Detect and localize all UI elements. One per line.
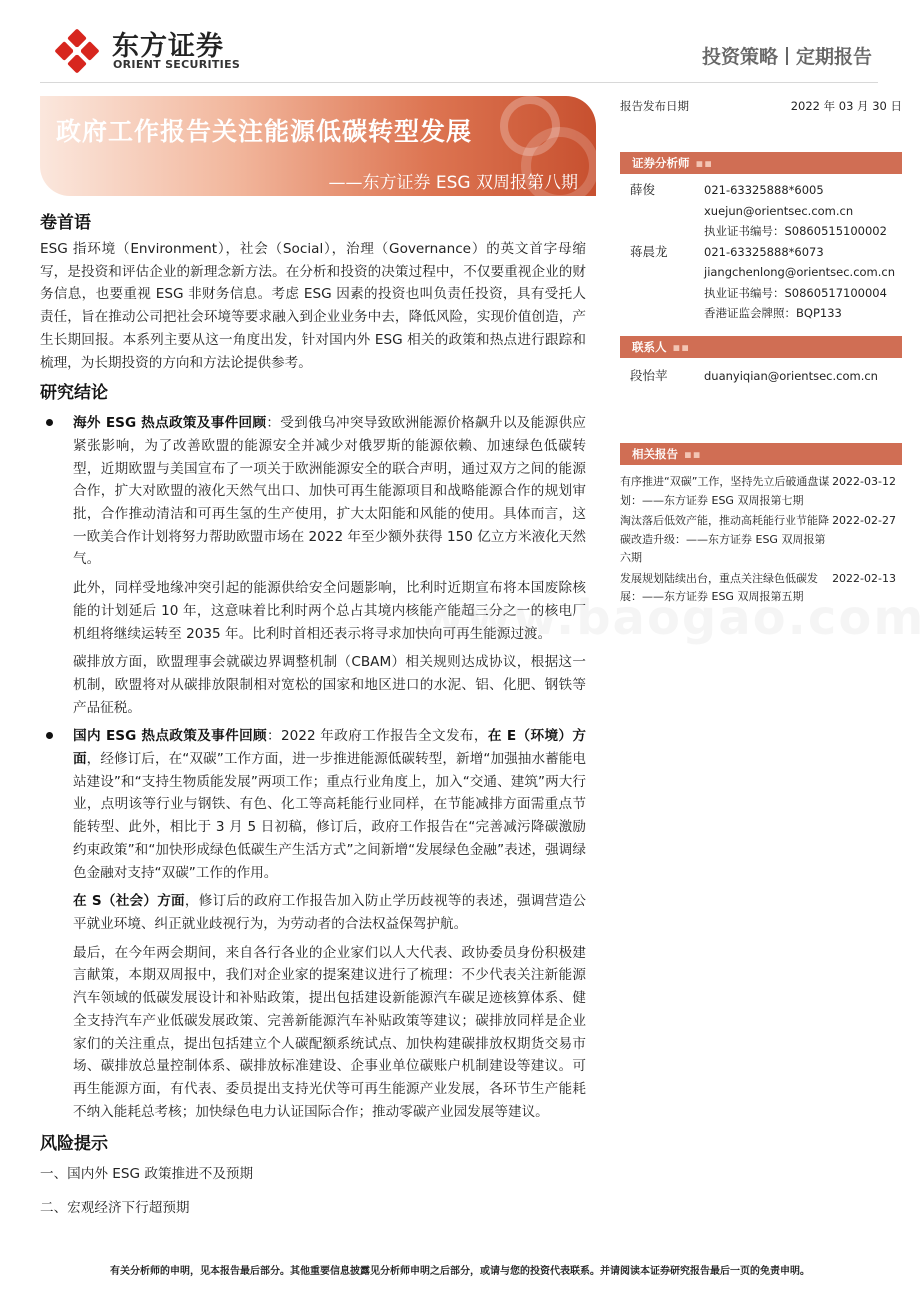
related-1-date: 2022-03-12 — [832, 475, 896, 488]
analyst-2-cert-row — [620, 283, 902, 304]
orient-logo-icon — [52, 26, 102, 76]
analyst-bar — [620, 152, 902, 174]
related-3-date: 2022-02-13 — [832, 571, 896, 585]
related-report-1[interactable] — [620, 473, 902, 510]
header-separator — [786, 47, 788, 65]
analyst-2-email[interactable]: jiangchenlong@orientsec.com.cn — [704, 265, 896, 279]
contact-name: 段怡苹 — [630, 368, 668, 383]
overseas-p1-text: ：受到俄乌冲突导致欧洲能源价格飙升以及能源供应紧张影响，为了改善欧盟的能源安全并减少对俄罗斯的能源依赖、加速绿色低碳转型，近期欧盟与美国宣布了一项关于欧洲能源安全的联合声明，通过双方之间的能源合作，扩大对欧盟的液化天然气出口、加快可再生能源项目和战略能源合作的规划审批，合作推动清洁和可再生氢的生产使用，扩大太阳能和风能的使用。具体而言，这一欧美合作计划将努力帮助欧盟市场在 2022 年至少额外获得 150 亿立方米液化天然气。 — [73, 415, 586, 568]
report-title: 政府工作报告关注能源低碳转型发展 — [56, 117, 473, 146]
domestic-env-label: 在 E（环境）方面 — [73, 728, 586, 768]
footer-disclaimer: 有关分析师的申明，见本报告最后部分。其他重要信息披露见分析师申明之后部分，或请与您的投资代表联系。并请阅读本证券研究报告最后一页的免责申明。 — [110, 1266, 810, 1277]
conclusion-heading: 研究结论 — [40, 383, 108, 404]
dots-icon: ▪▪ — [695, 156, 714, 170]
overseas-p2: 此外，同样受地缘冲突引起的能源供给安全问题影响，比利时近期宣布将本国废除核能的计划延后 10 年，这意味着比利时两个总占其境内核能产能超三分之一的核电厂机组将继续运转至 2035 年。比利时首相还表示将寻求加快向可再生能源过渡。 — [73, 580, 586, 642]
overseas-p1 — [73, 412, 586, 571]
header-divider — [40, 82, 878, 83]
analyst-2-phone: 021-63325888*6073 — [704, 244, 824, 259]
analyst-1-phone-row — [620, 180, 902, 201]
report-subtitle: ——东方证券 ESG 双周报第八期 — [328, 173, 578, 193]
analyst-2-name: 蒋晨龙 — [630, 243, 668, 259]
domestic-bullet — [40, 725, 586, 1123]
intro-heading: 卷首语 — [40, 213, 91, 233]
risk-item-1: 一、国内外 ESG 政策推进不及预期 — [40, 1166, 254, 1183]
domestic-p1-a: ：2022 年政府工作报告全文发布， — [267, 728, 488, 745]
overseas-label: 海外 ESG 热点政策及事件回顾 — [73, 415, 267, 432]
dots-icon: ▪▪ — [672, 340, 691, 354]
analyst-1-email-row — [620, 201, 902, 222]
category-label: 投资策略 — [701, 46, 778, 68]
analyst-1-phone: 021-63325888*6005 — [704, 183, 824, 197]
publish-date-row — [620, 98, 902, 114]
report-category — [702, 42, 872, 69]
analyst-2-email-row — [620, 262, 902, 283]
contact-row — [620, 366, 902, 387]
related-report-3[interactable] — [620, 570, 902, 607]
risk-item-2: 二、宏观经济下行超预期 — [40, 1200, 190, 1217]
domestic-p1-c: ，经修订后，在“双碳”工作方面，进一步推进能源低碳转型，新增“加强抽水蓄能电站建设”和“支持生物质能发展”两项工作；重点行业角度上，加入“交通、建筑”两大行业，点明该等行业与钢铁、有色、化工等高耗能行业同样，在节能减排方面需重点节能转型、此外，相比于 3 月 5 日初稿，修订后，政府工作报告在“完善减污降碳激励约束政策”和“加快形成绿色低碳生产生活方式”之间新增“发展绿色金融”表述，强调绿色金融对支持“双碳”工作的作用。 — [73, 751, 587, 881]
domestic-p2-b: ，修订后的政府工作报告加入防止学历歧视等的表述，强调营造公平就业环境、纠正就业歧视行为，为劳动者的合法权益保驾护航。 — [73, 893, 587, 932]
domestic-p2 — [73, 890, 586, 935]
overseas-p3: 碳排放方面，欧盟理事会就碳边界调整机制（CBAM）相关规则达成协议，根据这一机制，欧盟将对从碳排放限制相对宽松的国家和地区进口的水泥、铝、化肥、钢铁等产品征税。 — [73, 654, 586, 716]
domestic-p1 — [73, 725, 586, 884]
analyst-2-cert: 执业证书编号：S0860517100004 — [704, 285, 887, 300]
publish-date-label: 报告发布日期 — [620, 99, 689, 113]
analyst-2-hk-row — [620, 303, 902, 324]
publish-date-value: 2022 年 03 月 30 日 — [790, 99, 902, 113]
analyst-2-phone-row — [620, 242, 902, 263]
domestic-p3: 最后，在今年两会期间，来自各行各业的企业家们以人大代表、政协委员身份积极建言献策，本期双周报中，我们对企业家的提案建议进行了梳理：不少代表关注新能源汽车领域的低碳发展设计和补贴政策，提出包括建设新能源汽车碳足迹核算体系、健全支持汽车产业低碳发展政策、完善新能源汽车补贴政策等建议；碳排放同样是企业家们的关注重点，提出包括建立个人碳配额系统试点、加快构建碳排放权期货交易市场、碳排放总量控制体系、碳排放标准建设、企事业单位碳账户机制建设等建议。可再生能源方面，有代表、委员提出支持光伏等可再生能源产业发展，各环节生产能耗不纳入能耗总考核；加快绿色电力认证国际合作；推动零碳产业园发展等建议。 — [73, 944, 586, 1120]
risk-heading: 风险提示 — [40, 1134, 108, 1155]
related-2-date: 2022-02-27 — [832, 514, 896, 527]
analyst-title: 证券分析师 — [632, 156, 690, 170]
bullet-icon — [46, 732, 53, 739]
related-3-title: 发展规划陆续出台，重点关注绿色低碳发展：——东方证券 ESG 双周报第五期 — [620, 571, 818, 603]
overseas-bullet — [40, 412, 586, 719]
logo-text-en: ORIENT SECURITIES — [113, 58, 241, 71]
intro-text: ESG 指环境（Environment），社会（Social），治理（Governance）的英文首字母缩写，是投资和评估企业的新理念新方法。在分析和投资的决策过程中，不仅要重视企业的财务信息，也要重视 ESG 非财务信息。考虑 ESG 因素的投资也叫负责任投资，具有受托人责任，旨在推动公司把社会环境等要求融入到企业业务中去，降低风险，实现价值创造，产生长期回报。本系列主要从这一角度出发，针对国内外 ESG 相关的政策和热点进行跟踪和梳理，为长期投资的方向和方法论提供参考。 — [40, 241, 586, 371]
related-1-title: 有序推进“双碳”工作，坚持先立后破通盘谋划：——东方证券 ESG 双周报第七期 — [620, 475, 830, 507]
domestic-social-label: 在 S（社会）方面 — [73, 893, 185, 910]
related-2-title: 淘汰落后低效产能，推动高耗能行业节能降碳改造升级：——东方证券 ESG 双周报第六期 — [620, 514, 829, 564]
contact-bar — [620, 336, 902, 358]
dots-icon: ▪▪ — [684, 447, 702, 461]
related-bar — [620, 443, 902, 465]
related-section — [620, 443, 902, 607]
bullet-icon — [46, 419, 53, 426]
logo-text-cn: 东方证券 — [112, 31, 224, 62]
analyst-1-name: 薛俊 — [630, 182, 656, 197]
analyst-1-cert: 执业证书编号：S0860515100002 — [704, 224, 887, 238]
analyst-section — [620, 152, 902, 324]
contact-email[interactable]: duanyiqian@orientsec.com.cn — [704, 369, 878, 383]
analyst-1-cert-row — [620, 221, 902, 242]
contact-title: 联系人 — [632, 340, 667, 354]
main-content — [40, 208, 586, 1231]
related-title: 相关报告 — [632, 447, 678, 461]
report-type-label: 定期报告 — [795, 46, 872, 68]
domestic-label: 国内 ESG 热点政策及事件回顾 — [73, 728, 268, 745]
analyst-2-hk: 香港证监会牌照：BQP133 — [704, 306, 842, 320]
contact-section — [620, 336, 902, 387]
related-report-2[interactable] — [620, 512, 902, 568]
analyst-1-email[interactable]: xuejun@orientsec.com.cn — [704, 203, 854, 218]
title-banner — [40, 96, 596, 196]
